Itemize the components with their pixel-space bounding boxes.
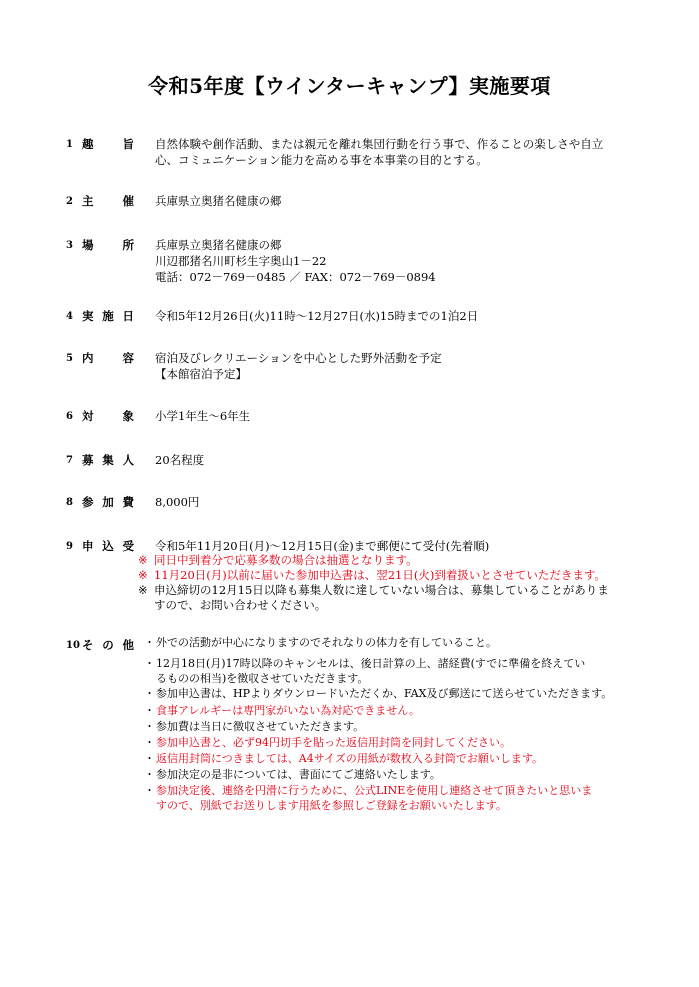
section-label <box>82 538 134 554</box>
section-label-char: 募 <box>82 453 94 467</box>
other-item-line: 12月18日(月)17時以降のキャンセルは、後日計算の上、諸経費(すでに準備を終えてい <box>156 657 586 670</box>
section-label-char: 対 <box>82 409 94 423</box>
section-body-line: 小学1年生～6年生 <box>155 409 251 423</box>
other-item-line: 参加決定の是非については、書面にてご連絡いたします。 <box>156 768 441 781</box>
section-number: 7 <box>66 455 73 466</box>
section-label-char: 内 <box>82 351 94 365</box>
section-number: 3 <box>66 240 73 251</box>
other-item-text <box>156 783 626 813</box>
note-line: 同日中到着分で応募多数の場合は抽選となります。 <box>154 553 418 567</box>
section-label-char: 参 <box>82 495 94 509</box>
section-body <box>155 350 625 382</box>
section-label-char: 集 <box>102 453 114 467</box>
section-label-char: 日 <box>122 309 134 323</box>
other-item-line: るものの相当)を徴収させていただきます。 <box>156 672 369 685</box>
section-label <box>82 193 134 209</box>
section-body-line: 8,000円 <box>155 495 200 509</box>
section-label-char: 加 <box>102 495 114 509</box>
section-body-line: 令和5年12月26日(火)11時～12月27日(水)15時までの1泊2日 <box>155 309 479 323</box>
section-body-line: 電話：072－769－0485 ／ FAX：072－769－0894 <box>155 270 436 284</box>
bullet-mark: ・ <box>144 736 155 749</box>
section-body-line: 令和5年11月20日(月)～12月15日(金)まで郵便にて受付(先着順) <box>155 539 490 553</box>
section-label-char: 催 <box>122 194 134 208</box>
section-label-char: 容 <box>122 351 134 365</box>
section-number: 9 <box>66 541 73 552</box>
section-label <box>82 637 134 653</box>
section-body <box>155 193 625 209</box>
other-item-line: 返信用封筒につきましては、A4サイズの用紙が数枚入る封筒でお願いします。 <box>156 752 543 765</box>
section-label-char: の <box>102 638 114 652</box>
section-label-char: 象 <box>122 409 134 423</box>
section-number: 8 <box>66 497 73 508</box>
other-item-text <box>156 767 626 782</box>
bullet-mark: ・ <box>144 636 155 649</box>
section-label-char: 所 <box>122 238 134 252</box>
section-number: 1 <box>66 139 73 150</box>
section-label-char: 旨 <box>122 137 134 151</box>
note-line: すので、お問い合わせください。 <box>154 598 327 612</box>
note-mark: ※ <box>138 553 148 567</box>
section-body-line: 【本館宿泊予定】 <box>155 367 247 381</box>
note-mark: ※ <box>138 568 148 582</box>
note-line: 申込締切の12月15日以降も募集人数に達していない場合は、募集していることがありま <box>154 583 609 597</box>
other-item-line: 参加申込書と、必ず94円切手を貼った返信用封筒を同封してください。 <box>156 736 511 749</box>
bullet-mark: ・ <box>144 704 155 717</box>
other-item-text <box>156 719 626 734</box>
section-label-char: 施 <box>102 309 114 323</box>
section-number: 5 <box>66 353 73 364</box>
section-label <box>82 308 134 324</box>
section-label <box>82 136 134 152</box>
section-body-line: 宿泊及びレクリエーションを中心とした野外活動を予定 <box>155 351 442 365</box>
bullet-mark: ・ <box>144 768 155 781</box>
section-label-char: 実 <box>82 309 94 323</box>
bullet-mark: ・ <box>144 687 155 700</box>
section-label <box>82 452 134 468</box>
section-body-line: 兵庫県立奥猪名健康の郷 <box>155 238 282 252</box>
bullet-mark: ・ <box>144 657 155 670</box>
section-number: 6 <box>66 411 73 422</box>
section-number: 4 <box>66 311 73 322</box>
section-label <box>82 494 134 510</box>
section-body <box>155 494 625 510</box>
other-item-text <box>156 635 626 650</box>
section-label <box>82 408 134 424</box>
section-body-line: 20名程度 <box>155 453 205 467</box>
section-label-char: 申 <box>82 539 94 553</box>
section-body-line: 川辺郡猪名川町杉生字奥山1－22 <box>155 254 327 268</box>
section-body <box>155 237 625 285</box>
section-label-char: 人 <box>122 453 134 467</box>
section-body <box>155 408 625 424</box>
section-label-char: 場 <box>82 238 94 252</box>
section-body <box>155 308 625 324</box>
section-label <box>82 237 134 253</box>
section-body-line: 兵庫県立奥猪名健康の郷 <box>155 194 282 208</box>
section-body <box>155 136 625 168</box>
other-item-text <box>156 686 626 701</box>
section-label-char: 趣 <box>82 137 94 151</box>
other-item-text <box>156 751 626 766</box>
other-item-line: 参加決定後、連絡を円滑に行うために、公式LINEを使用し連絡させて頂きたいと思いま <box>156 784 593 797</box>
section-label-char: そ <box>82 638 94 652</box>
bullet-mark: ・ <box>144 720 155 733</box>
section-label-char: 他 <box>122 638 134 652</box>
note-line: 11月20日(月)以前に届いた参加申込書は、翌21日(火)到着扱いとさせていただきます。 <box>154 568 606 582</box>
section-number: 2 <box>66 196 73 207</box>
section-label-char: 受 <box>122 539 134 553</box>
section-label-char: 込 <box>102 539 114 553</box>
section-body <box>155 452 625 468</box>
section-body-line: 心、コミュニケーション能力を高める事を本事業の目的とする。 <box>155 153 488 167</box>
other-item-line: 食事アレルギーは専門家がいない為対応できません。 <box>156 704 420 717</box>
bullet-mark: ・ <box>144 752 155 765</box>
section-body-line: 自然体験や創作活動、または親元を離れ集団行動を行う事で、作ることの楽しさや自立 <box>155 137 604 151</box>
other-item-line: 参加申込書は、HPよりダウンロードいただくか、FAX及び郵送にて送らせていただきます。 <box>156 687 613 700</box>
section-label-char: 費 <box>122 495 134 509</box>
note-mark: ※ <box>138 583 148 597</box>
section-label-char: 主 <box>82 194 94 208</box>
other-item-line: 外での活動が中心になりますのでそれなりの体力を有していること。 <box>156 636 497 649</box>
section-body <box>155 538 625 554</box>
section-label <box>82 350 134 366</box>
other-item-text <box>156 703 626 718</box>
other-item-line: 参加費は当日に徴収させていただきます。 <box>156 720 365 733</box>
bullet-mark: ・ <box>144 784 155 797</box>
other-item-text <box>156 656 626 686</box>
page-title: 令和5年度【ウインターキャンプ】実施要項 <box>148 74 551 98</box>
section-number: 10 <box>66 640 80 651</box>
other-item-line: すので、別紙でお送りします用紙を参照しご登録をお願いいたします。 <box>156 799 507 812</box>
other-item-text <box>156 735 626 750</box>
